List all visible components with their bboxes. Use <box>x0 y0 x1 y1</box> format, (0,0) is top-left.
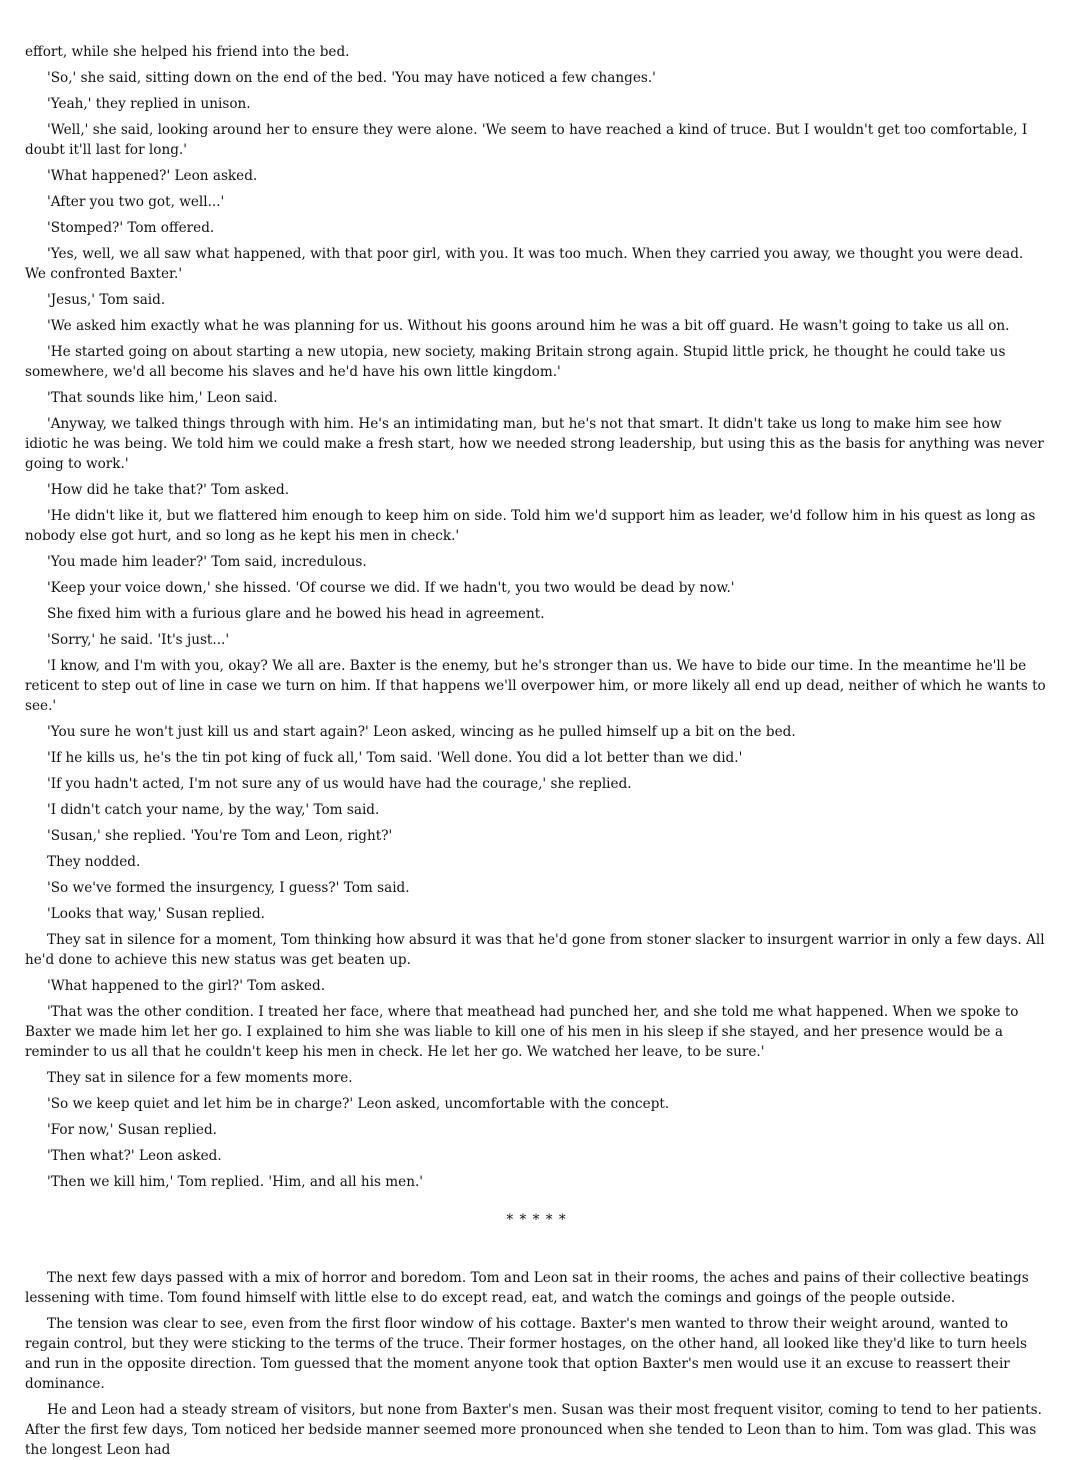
text-section-1 <box>25 42 1048 1192</box>
paragraph: They nodded. <box>47 854 141 870</box>
paragraph: They sat in silence for a moment, Tom thinking how absurd it was that he'd gone from stoner slacker to insurgent warrior in only a few days. All he'd done to achieve this new status was get beaten up. <box>25 932 1045 968</box>
paragraph: 'Yes, well, we all saw what happened, with that poor girl, with you. It was too much. When they carried you away, we thought you were dead. We confronted Baxter.' <box>25 246 1024 282</box>
paragraph: 'I know, and I'm with you, okay? We all are. Baxter is the enemy, but he's stronger than us. We have to bide our time. In the meantime he'll be reticent to step out of line in case we turn on him. If that happens we'll overpower him, or more likely all end up dead, neither of which he wants to see.' <box>25 658 1046 714</box>
paragraph: 'Anyway, we talked things through with him. He's an intimidating man, but he's not that smart. It didn't take us long to make him see how idiotic he was being. We told him we could make a fresh start, how we needed strong leadership, but using this as the basis for anything was never going to work.' <box>25 416 1044 472</box>
paragraph: 'For now,' Susan replied. <box>47 1122 218 1138</box>
paragraph: 'Looks that way,' Susan replied. <box>47 906 265 922</box>
paragraph: 'Susan,' she replied. 'You're Tom and Leon, right?' <box>47 828 393 844</box>
paragraph: 'We asked him exactly what he was planning for us. Without his goons around him he was a bit off guard. He wasn't going to take us all on. <box>47 318 1010 334</box>
paragraph: 'You sure he won't just kill us and start again?' Leon asked, wincing as he pulled himself up a bit on the bed. <box>47 724 796 740</box>
paragraph: 'So we keep quiet and let him be in charge?' Leon asked, uncomfortable with the concept. <box>47 1096 670 1112</box>
paragraph: 'Sorry,' he said. 'It's just...' <box>47 632 230 648</box>
paragraph: 'He didn't like it, but we flattered him enough to keep him on side. Told him we'd support him as leader, we'd follow him in his quest as long as nobody else got hurt, and so long as he kept his men in check.' <box>25 508 1036 544</box>
paragraph: 'How did he take that?' Tom asked. <box>47 482 290 498</box>
paragraph: effort, while she helped his friend into the bed. <box>25 44 350 60</box>
paragraph: 'Jesus,' Tom said. <box>47 292 166 308</box>
paragraph: They sat in silence for a few moments more. <box>47 1070 353 1086</box>
paragraph: The tension was clear to see, even from the first floor window of his cottage. Baxter's men wanted to throw their weight around, wanted to regain control, but they were sticking to the terms of the truce. Their former hostages, on the other hand, all looked like they'd like to turn heels and run in the opposite direction. Tom guessed that the moment anyone took that option Baxter's men would use it an excuse to reassert their dominance. <box>25 1316 1027 1392</box>
paragraph: 'What happened?' Leon asked. <box>47 168 258 184</box>
paragraph: 'So,' she said, sitting down on the end of the bed. 'You may have noticed a few changes.' <box>47 70 656 86</box>
paragraph: 'After you two got, well...' <box>47 194 225 210</box>
paragraph: 'Then what?' Leon asked. <box>47 1148 222 1164</box>
paragraph: She fixed him with a furious glare and he bowed his head in agreement. <box>47 606 545 622</box>
text-section-2 <box>25 1268 1048 1460</box>
paragraph: 'Stomped?' Tom offered. <box>47 220 215 236</box>
paragraph: 'Yeah,' they replied in unison. <box>47 96 251 112</box>
paragraph: 'If he kills us, he's the tin pot king of fuck all,' Tom said. 'Well done. You did a lot better than we did.' <box>47 750 743 766</box>
paragraph: 'Well,' she said, looking around her to ensure they were alone. 'We seem to have reached a kind of truce. But I wouldn't get too comfortable, I doubt it'll last for long.' <box>25 122 1028 158</box>
paragraph: 'That was the other condition. I treated her face, where that meathead had punched her, and she told me what happened. When we spoke to Baxter we made him let her go. I explained to him she was liable to kill one of his men in his sleep if she stayed, and her presence would be a reminder to us all that he couldn't keep his men in check. He let her go. We watched her leave, to be sure.' <box>25 1004 1019 1060</box>
paragraph: 'If you hadn't acted, I'm not sure any of us would have had the courage,' she replied. <box>47 776 632 792</box>
paragraph: He and Leon had a steady stream of visitors, but none from Baxter's men. Susan was their most frequent visitor, coming to tend to her patients. After the first few days, Tom noticed her bedside manner seemed more pronounced when she tended to Leon than to him. Tom was glad. This was the longest Leon had <box>25 1402 1042 1458</box>
paragraph: 'He started going on about starting a new utopia, new society, making Britain strong again. Stupid little prick, he thought he could take us somewhere, we'd all become his slaves and he'd have his own little kingdom.' <box>25 344 1006 380</box>
paragraph: 'Then we kill him,' Tom replied. 'Him, and all his men.' <box>47 1174 424 1190</box>
paragraph: 'Keep your voice down,' she hissed. 'Of course we did. If we hadn't, you two would be dead by now.' <box>47 580 735 596</box>
paragraph: The next few days passed with a mix of horror and boredom. Tom and Leon sat in their rooms, the aches and pains of their collective beatings lessening with time. Tom found himself with little else to do except read, eat, and watch the comings and goings of the people outside. <box>25 1270 1029 1306</box>
paragraph: 'That sounds like him,' Leon said. <box>47 390 278 406</box>
paragraph: 'You made him leader?' Tom said, incredulous. <box>47 554 367 570</box>
paragraph: 'So we've formed the insurgency, I guess?' Tom said. <box>47 880 410 896</box>
scene-break-separator: * * * * * <box>506 1212 567 1228</box>
paragraph: 'What happened to the girl?' Tom asked. <box>47 978 326 994</box>
paragraph: 'I didn't catch your name, by the way,' Tom said. <box>47 802 380 818</box>
